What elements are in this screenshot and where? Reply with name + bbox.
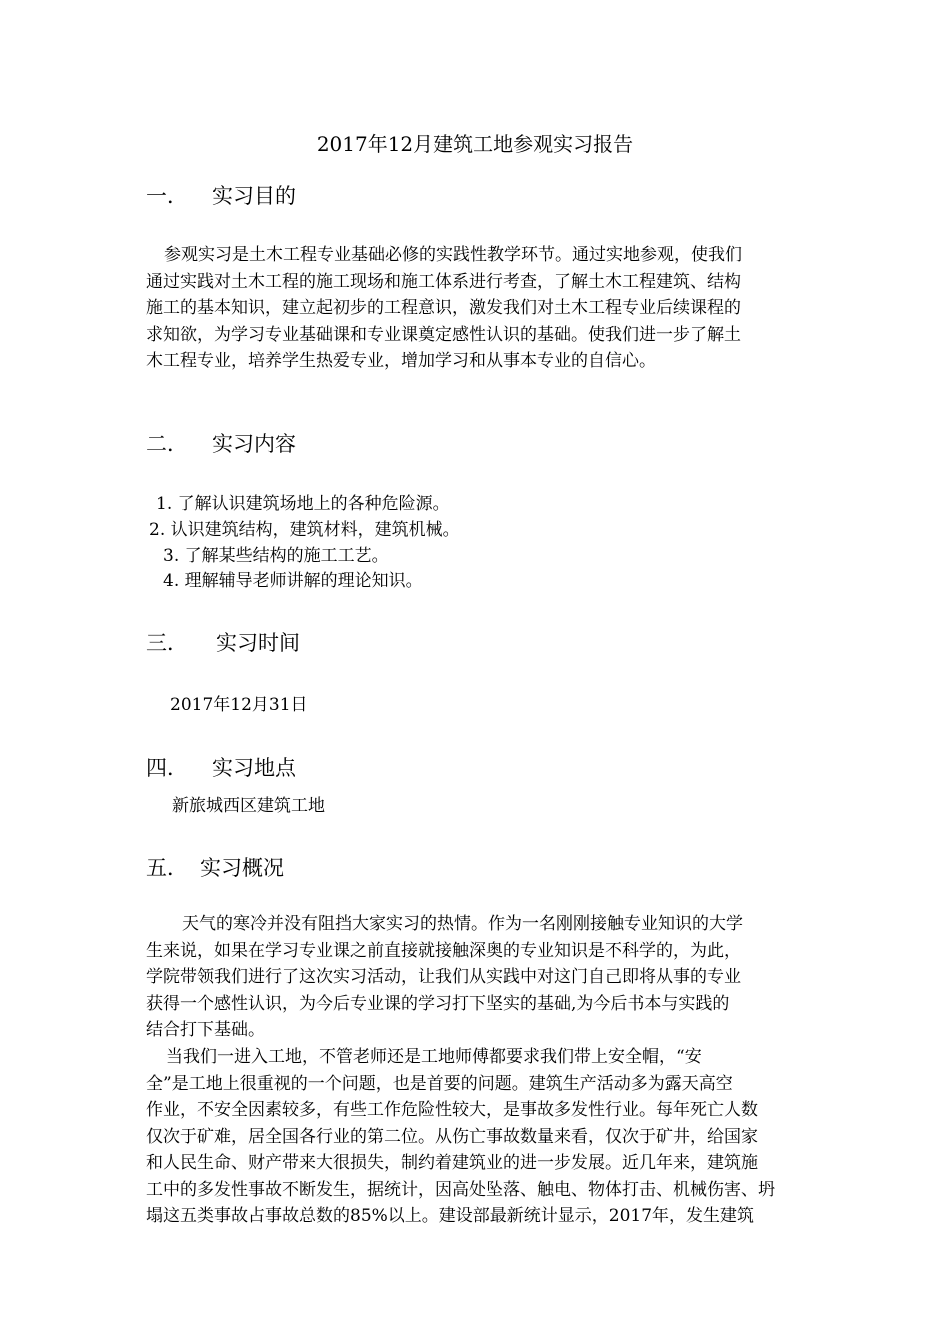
section-number: 二．	[146, 432, 188, 456]
text-line: 木工程专业，培养学生热爱专业，增加学习和从事本专业的自信心。	[146, 351, 656, 371]
overview-paragraph-1	[146, 911, 816, 1044]
overview-paragraph-2	[146, 1044, 816, 1230]
text-line: 求知欲，为学习专业基础课和专业课奠定感性认识的基础。使我们进一步了解土	[146, 324, 741, 345]
text-line: 作业，不安全因素较多，有些工作危险性较大，是事故多发性行业。每年死亡人数	[146, 1100, 758, 1120]
text-line: 参观实习是土木工程专业基础必修的实践性教学环节。通过实地参观，使我们	[164, 245, 742, 265]
page-title: 2017年12月建筑工地参观实习报告	[316, 132, 634, 156]
text-line: 获得一个感性认识，为今后专业课的学习打下坚实的基础,为今后书本与实践的	[146, 993, 730, 1014]
content-item-3: 3. 了解某些结构的施工工艺。	[163, 546, 389, 566]
text-line: 塌这五类事故占事故总数的85%以上。建设部最新统计显示，2017年，发生建筑	[146, 1206, 755, 1226]
text-line: 仅次于矿难，居全国各行业的第二位。从伤亡事故数量来看，仅次于矿井，给国家	[146, 1126, 758, 1147]
section-number: 五．	[146, 856, 188, 880]
section-title: 实习内容	[212, 432, 296, 456]
section-number: 一．	[146, 184, 188, 208]
text-line: 学院带领我们进行了这次实习活动，让我们从实践中对这门自己即将从事的专业	[146, 967, 741, 987]
text-line: 和人民生命、财产带来大很损失，制约着建筑业的进一步发展。近几年来，建筑施	[146, 1153, 758, 1173]
section-number: 三．	[146, 631, 188, 655]
content-item-4: 4. 理解辅导老师讲解的理论知识。	[163, 571, 423, 591]
section-number: 四．	[146, 756, 188, 780]
section-title: 实习概况	[200, 856, 284, 880]
location-text: 新旅城西区建筑工地	[172, 796, 325, 816]
text-line: 全”是工地上很重视的一个问题，也是首要的问题。建筑生产活动多为露天高空	[146, 1073, 733, 1094]
text-line: 工中的多发性事故不断发生，据统计，因高处坠落、触电、物体打击、机械伤害、坍	[146, 1179, 775, 1200]
text-line: 通过实践对土木工程的施工现场和施工体系进行考查，了解土木工程建筑、结构	[146, 271, 741, 292]
text-line: 施工的基本知识，建立起初步的工程意识，激发我们对土木工程专业后续课程的	[146, 298, 741, 318]
section-title: 实习地点	[212, 756, 296, 780]
text-line: 结合打下基础。	[146, 1020, 265, 1040]
text-line: 天气的寒冷并没有阻挡大家实习的热情。作为一名刚刚接触专业知识的大学	[182, 914, 743, 934]
purpose-paragraph	[146, 242, 816, 375]
section-title: 实习时间	[216, 631, 300, 655]
text-line: 当我们一进入工地，不管老师还是工地师傅都要求我们带上安全帽，“安	[166, 1047, 702, 1067]
text-line: 生来说，如果在学习专业课之前直接就接触深奥的专业知识是不科学的，为此，	[146, 940, 741, 961]
time-text: 2017年12月31日	[170, 695, 308, 715]
section-title: 实习目的	[212, 184, 296, 208]
content-item-2: 2. 认识建筑结构，建筑材料，建筑机械。	[149, 520, 460, 540]
content-item-1: 1. 了解认识建筑场地上的各种危险源。	[156, 494, 450, 514]
